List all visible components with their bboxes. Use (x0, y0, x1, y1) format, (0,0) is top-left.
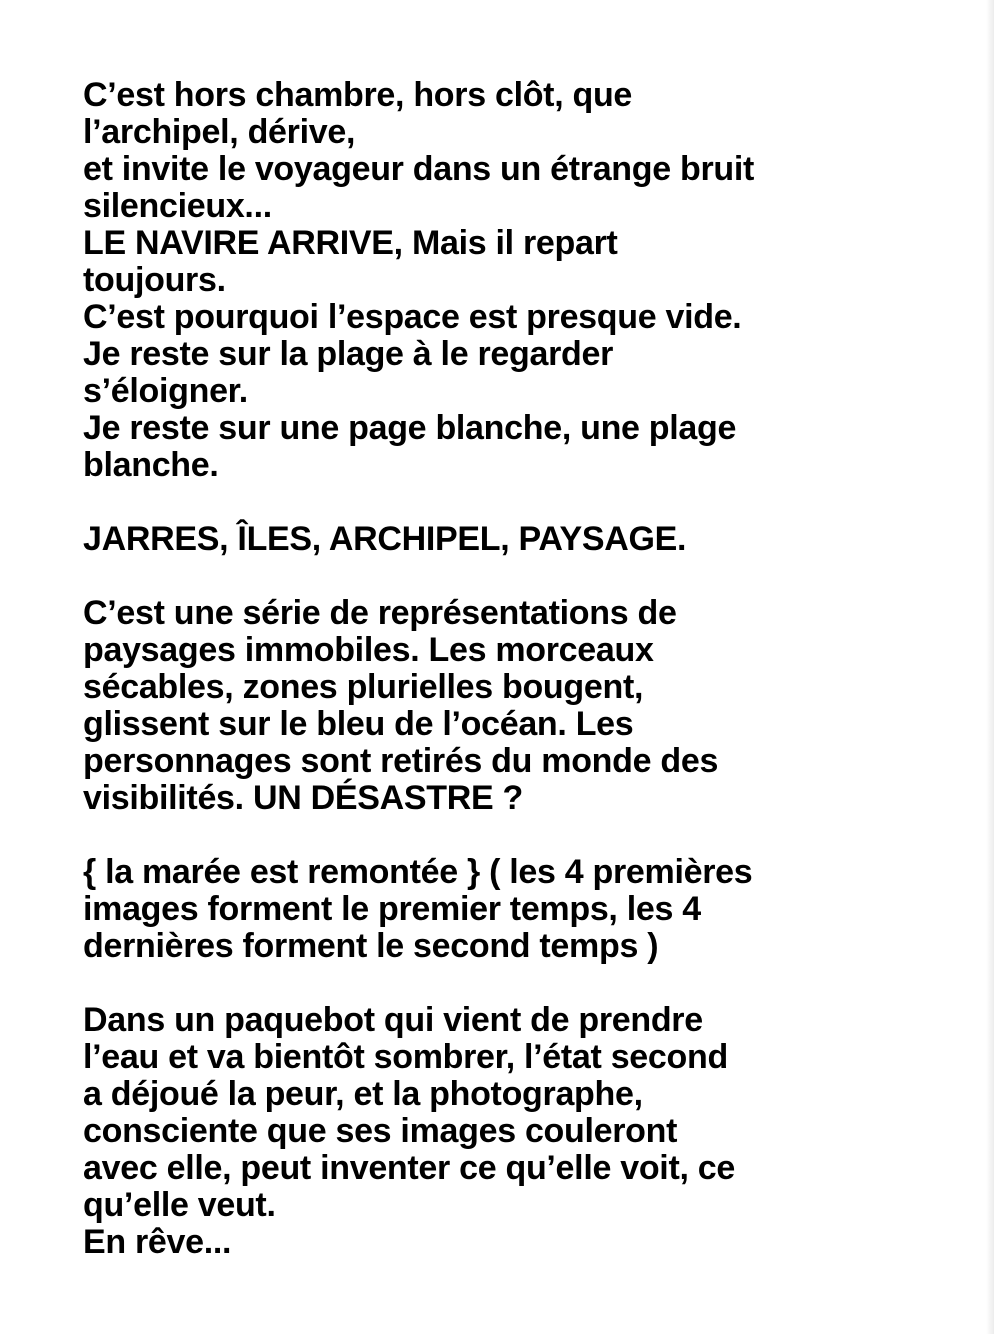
paragraph-tide (83, 854, 883, 965)
text-line: blanche. (83, 446, 219, 484)
paragraph-keywords (83, 521, 883, 558)
paragraph-spacer (83, 484, 883, 521)
text-line: C’est une série de représentations de (83, 594, 677, 632)
text-line: et invite le voyageur dans un étrange bruit (83, 150, 755, 188)
paragraph-intro (83, 77, 883, 484)
text-line: dernières forment le second temps ) (83, 927, 659, 965)
text-line: C’est hors chambre, hors clôt, que (83, 76, 633, 114)
paragraph-series (83, 595, 883, 817)
paragraph-spacer (83, 558, 883, 595)
paragraph-spacer (83, 817, 883, 854)
text-line: Dans un paquebot qui vient de prendre (83, 1001, 703, 1039)
text-line: C’est pourquoi l’espace est presque vide. (83, 298, 742, 336)
paragraph-spacer (83, 965, 883, 1002)
text-line: toujours. (83, 261, 226, 299)
text-line: Je reste sur la plage à le regarder (83, 335, 614, 373)
text-line: avec elle, peut inventer ce qu’elle voit, ce (83, 1149, 735, 1187)
text-line: l’eau et va bientôt sombrer, l’état second (83, 1038, 728, 1076)
page-edge-shadow (986, 0, 994, 1334)
text-line: En rêve... (83, 1223, 232, 1261)
text-line: sécables, zones plurielles bougent, (83, 668, 644, 706)
text-line: a déjoué la peur, et la photographe, (83, 1075, 643, 1113)
text-line: qu’elle veut. (83, 1186, 276, 1224)
text-line: JARRES, ÎLES, ARCHIPEL, PAYSAGE. (83, 520, 687, 558)
text-line: glissent sur le bleu de l’océan. Les (83, 705, 634, 743)
text-line: s’éloigner. (83, 372, 248, 410)
text-line: LE NAVIRE ARRIVE, Mais il repart (83, 224, 618, 262)
text-line: consciente que ses images couleront (83, 1112, 678, 1150)
paragraph-liner (83, 1002, 883, 1261)
text-line: personnages sont retirés du monde des (83, 742, 719, 780)
text-line: Je reste sur une page blanche, une plage (83, 409, 737, 447)
text-line: silencieux... (83, 187, 272, 225)
text-line: visibilités. UN DÉSASTRE ? (83, 779, 523, 817)
text-line: l’archipel, dérive, (83, 113, 356, 151)
text-line: { la marée est remontée } ( les 4 premières (83, 853, 753, 891)
text-line: paysages immobiles. Les morceaux (83, 631, 654, 669)
document-text (83, 77, 883, 1261)
text-line: images forment le premier temps, les 4 (83, 890, 701, 928)
